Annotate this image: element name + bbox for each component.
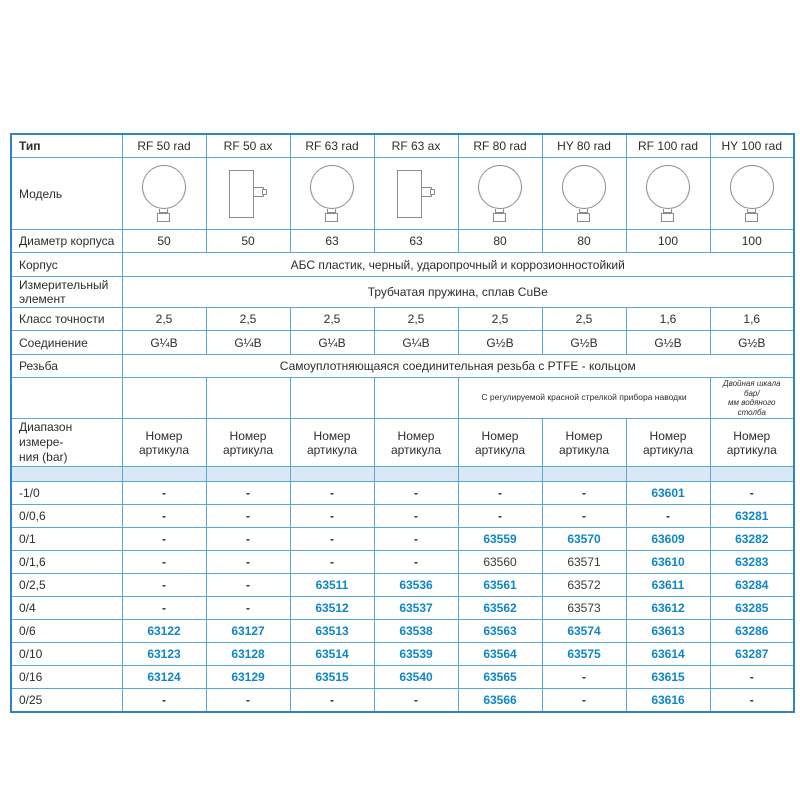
diameter-value-8: 100 xyxy=(710,230,794,253)
gauge-front-icon xyxy=(645,165,691,222)
spacer-cell-9 xyxy=(710,467,794,482)
data-row-0/16 xyxy=(11,666,794,689)
element-value: Трубчатая пружина, сплав CuBe xyxy=(122,277,794,308)
article-cell xyxy=(626,505,710,528)
range-value: -1/0 xyxy=(11,482,122,505)
no-article-dash: - xyxy=(330,509,334,524)
body-row xyxy=(11,253,794,277)
no-article-dash: - xyxy=(414,555,418,570)
accuracy-value-1: 2,5 xyxy=(122,308,206,331)
column-header-7: RF 100 rad xyxy=(626,134,710,158)
model-cell-5 xyxy=(458,158,542,230)
article-cell xyxy=(710,482,794,505)
article-cell xyxy=(626,528,710,551)
article-cell xyxy=(542,666,626,689)
no-article-dash: - xyxy=(330,486,334,501)
article-cell xyxy=(458,551,542,574)
diameter-value-5: 80 xyxy=(458,230,542,253)
range-header-label-line2: ния (bar) xyxy=(19,450,68,465)
model-cell-7 xyxy=(626,158,710,230)
article-cell xyxy=(374,643,458,666)
article-link[interactable]: 63540 xyxy=(399,670,433,685)
article-link[interactable]: 63610 xyxy=(651,555,685,570)
article-cell xyxy=(374,482,458,505)
article-header-8: Номер артикула xyxy=(710,419,794,467)
diameter-value-6: 80 xyxy=(542,230,626,253)
accuracy-value-7: 1,6 xyxy=(626,308,710,331)
element-row xyxy=(11,277,794,308)
article-cell xyxy=(206,597,290,620)
article-cell xyxy=(542,574,626,597)
article-cell xyxy=(374,689,458,713)
range-value: 0/4 xyxy=(11,597,122,620)
gauge-front-icon xyxy=(561,165,607,222)
article-cell xyxy=(458,666,542,689)
column-header-2: RF 50 ax xyxy=(206,134,290,158)
article-number: 63560 xyxy=(483,555,517,570)
row-label-body: Корпус xyxy=(11,253,122,277)
article-number: 63571 xyxy=(567,555,601,570)
article-header-6: Номер артикула xyxy=(542,419,626,467)
column-header-5: RF 80 rad xyxy=(458,134,542,158)
data-row-0/1 xyxy=(11,528,794,551)
article-header-3: Номер артикула xyxy=(290,419,374,467)
no-article-dash: - xyxy=(162,509,166,524)
article-header-7: Номер артикула xyxy=(626,419,710,467)
gauge-front-icon xyxy=(141,165,187,222)
article-cell xyxy=(626,643,710,666)
range-value: 0/10 xyxy=(11,643,122,666)
article-link[interactable]: 63614 xyxy=(651,647,685,662)
article-cell xyxy=(542,597,626,620)
article-cell xyxy=(710,528,794,551)
no-article-dash: - xyxy=(498,509,502,524)
article-cell xyxy=(374,505,458,528)
article-link[interactable]: 63513 xyxy=(315,624,349,639)
article-cell xyxy=(206,689,290,713)
article-cell xyxy=(206,528,290,551)
article-cell xyxy=(458,482,542,505)
article-cell xyxy=(206,505,290,528)
article-cell xyxy=(710,574,794,597)
article-cell xyxy=(626,574,710,597)
article-header-1: Номер артикула xyxy=(122,419,206,467)
article-cell xyxy=(374,666,458,689)
article-link[interactable]: 63128 xyxy=(231,647,265,662)
article-link[interactable]: 63559 xyxy=(483,532,517,547)
article-link[interactable]: 63574 xyxy=(567,624,601,639)
article-cell xyxy=(626,482,710,505)
article-cell xyxy=(626,597,710,620)
no-article-dash: - xyxy=(414,532,418,547)
article-link[interactable]: 63563 xyxy=(483,624,517,639)
article-cell xyxy=(458,505,542,528)
spacer-cell-5 xyxy=(374,467,458,482)
article-link[interactable]: 63285 xyxy=(735,601,769,616)
article-cell xyxy=(710,597,794,620)
article-link[interactable]: 63286 xyxy=(735,624,769,639)
article-cell xyxy=(122,505,206,528)
range-value: 0/6 xyxy=(11,620,122,643)
range-header-row xyxy=(11,419,794,467)
article-cell xyxy=(458,620,542,643)
thread-row xyxy=(11,355,794,378)
column-header-4: RF 63 ax xyxy=(374,134,458,158)
accuracy-value-4: 2,5 xyxy=(374,308,458,331)
article-link[interactable]: 63539 xyxy=(399,647,433,662)
article-cell xyxy=(122,689,206,713)
article-cell xyxy=(290,551,374,574)
article-link[interactable]: 63570 xyxy=(567,532,601,547)
article-cell xyxy=(710,505,794,528)
gauge-front-icon xyxy=(477,165,523,222)
article-link[interactable]: 63127 xyxy=(231,624,265,639)
no-article-dash: - xyxy=(246,486,250,501)
article-cell xyxy=(458,689,542,713)
connection-value-6: G½B xyxy=(542,331,626,355)
article-cell xyxy=(458,528,542,551)
article-link[interactable]: 63515 xyxy=(315,670,349,685)
article-link[interactable]: 63575 xyxy=(567,647,601,662)
article-cell xyxy=(542,482,626,505)
note-empty-label xyxy=(11,378,122,419)
connection-value-4: G¼B xyxy=(374,331,458,355)
no-article-dash: - xyxy=(582,509,586,524)
article-header-5: Номер артикула xyxy=(458,419,542,467)
article-cell xyxy=(374,597,458,620)
note-empty-2 xyxy=(206,378,290,419)
article-cell xyxy=(122,666,206,689)
article-cell xyxy=(206,620,290,643)
spacer-cell-1 xyxy=(11,467,122,482)
note-empty-1 xyxy=(122,378,206,419)
article-cell xyxy=(206,643,290,666)
article-header-4: Номер артикула xyxy=(374,419,458,467)
article-cell xyxy=(206,551,290,574)
connection-value-2: G¼B xyxy=(206,331,290,355)
row-label-model: Модель xyxy=(11,158,122,230)
no-article-dash: - xyxy=(666,509,670,524)
article-link[interactable]: 63616 xyxy=(651,693,685,708)
article-cell xyxy=(206,574,290,597)
range-header-label-line1: Диапазон измере- xyxy=(19,420,73,450)
range-value: 0/2,5 xyxy=(11,574,122,597)
no-article-dash: - xyxy=(162,555,166,570)
note-empty-4 xyxy=(374,378,458,419)
article-number: 63573 xyxy=(567,601,601,616)
article-link[interactable]: 63562 xyxy=(483,601,517,616)
spacer-cell-7 xyxy=(542,467,626,482)
no-article-dash: - xyxy=(246,509,250,524)
article-link[interactable]: 63612 xyxy=(651,601,685,616)
diameter-value-7: 100 xyxy=(626,230,710,253)
row-label-accuracy: Класс точности xyxy=(11,308,122,331)
article-link[interactable]: 63282 xyxy=(735,532,769,547)
range-value: 0/0,6 xyxy=(11,505,122,528)
article-cell xyxy=(290,597,374,620)
article-link[interactable]: 63566 xyxy=(483,693,517,708)
model-cell-4 xyxy=(374,158,458,230)
no-article-dash: - xyxy=(582,693,586,708)
accuracy-value-5: 2,5 xyxy=(458,308,542,331)
article-link[interactable]: 63565 xyxy=(483,670,517,685)
thread-value: Самоуплотняющаяся соединительная резьба с PTFE - кольцом xyxy=(122,355,794,378)
range-header-label xyxy=(11,419,122,467)
spacer-cell-3 xyxy=(206,467,290,482)
article-cell xyxy=(458,597,542,620)
no-article-dash: - xyxy=(246,532,250,547)
article-cell xyxy=(122,597,206,620)
article-link[interactable]: 63538 xyxy=(399,624,433,639)
article-number: 63572 xyxy=(567,578,601,593)
data-row-0/1,6 xyxy=(11,551,794,574)
article-cell xyxy=(290,643,374,666)
gauge-front-icon xyxy=(729,165,775,222)
article-link[interactable]: 63536 xyxy=(399,578,433,593)
type-row xyxy=(11,134,794,158)
body-value: АБС пластик, черный, ударопрочный и коррозионностойкий xyxy=(122,253,794,277)
model-cell-3 xyxy=(290,158,374,230)
no-article-dash: - xyxy=(162,693,166,708)
no-article-dash: - xyxy=(162,578,166,593)
no-article-dash: - xyxy=(246,578,250,593)
red-pointer-note: С регулируемой красной стрелкой прибора наводки xyxy=(458,378,710,419)
article-cell xyxy=(122,528,206,551)
range-value: 0/16 xyxy=(11,666,122,689)
article-cell xyxy=(542,528,626,551)
no-article-dash: - xyxy=(330,693,334,708)
row-label-thread: Резьба xyxy=(11,355,122,378)
row-label-type: Тип xyxy=(11,134,122,158)
article-cell xyxy=(122,482,206,505)
spacer-cell-4 xyxy=(290,467,374,482)
article-cell xyxy=(710,666,794,689)
article-cell xyxy=(122,551,206,574)
article-cell xyxy=(374,620,458,643)
article-cell xyxy=(290,482,374,505)
spacer-cell-6 xyxy=(458,467,542,482)
data-row-0/6 xyxy=(11,620,794,643)
dual-scale-note xyxy=(710,378,794,419)
article-cell xyxy=(374,528,458,551)
model-cell-8 xyxy=(710,158,794,230)
article-cell xyxy=(290,574,374,597)
column-header-1: RF 50 rad xyxy=(122,134,206,158)
connection-value-1: G¼B xyxy=(122,331,206,355)
article-cell xyxy=(458,574,542,597)
no-article-dash: - xyxy=(162,532,166,547)
no-article-dash: - xyxy=(246,555,250,570)
article-link[interactable]: 63613 xyxy=(651,624,685,639)
diameter-value-4: 63 xyxy=(374,230,458,253)
row-label-diameter: Диаметр корпуса xyxy=(11,230,122,253)
note-empty-3 xyxy=(290,378,374,419)
gauge-front-icon xyxy=(309,165,355,222)
no-article-dash: - xyxy=(414,693,418,708)
article-link[interactable]: 63123 xyxy=(147,647,181,662)
spacer-cell-8 xyxy=(626,467,710,482)
row-label-connection: Соединение xyxy=(11,331,122,355)
connection-value-5: G½B xyxy=(458,331,542,355)
article-cell xyxy=(542,551,626,574)
row-label-element: Измерительный элемент xyxy=(11,277,122,308)
article-cell xyxy=(542,620,626,643)
article-link[interactable]: 63511 xyxy=(315,578,349,593)
no-article-dash: - xyxy=(582,670,586,685)
article-link[interactable]: 63611 xyxy=(651,578,685,593)
dual-scale-note-line2: мм водяного столба xyxy=(728,398,776,417)
accuracy-value-2: 2,5 xyxy=(206,308,290,331)
article-cell xyxy=(122,643,206,666)
no-article-dash: - xyxy=(749,670,754,685)
article-link[interactable]: 63601 xyxy=(651,486,685,501)
diameter-value-2: 50 xyxy=(206,230,290,253)
article-cell xyxy=(710,551,794,574)
data-rows-body xyxy=(11,482,794,713)
article-link[interactable]: 63564 xyxy=(483,647,517,662)
dual-scale-note-line1: Двойная шкала бар/ xyxy=(722,379,781,398)
article-link[interactable]: 63122 xyxy=(147,624,181,639)
article-link[interactable]: 63561 xyxy=(483,578,517,593)
article-link[interactable]: 63609 xyxy=(651,532,685,547)
no-article-dash: - xyxy=(162,601,166,616)
accuracy-value-3: 2,5 xyxy=(290,308,374,331)
no-article-dash: - xyxy=(414,509,418,524)
article-link[interactable]: 63514 xyxy=(315,647,349,662)
article-cell xyxy=(206,482,290,505)
article-cell xyxy=(206,666,290,689)
model-row xyxy=(11,158,794,230)
article-header-2: Номер артикула xyxy=(206,419,290,467)
range-value: 0/25 xyxy=(11,689,122,713)
article-cell xyxy=(290,666,374,689)
diameter-row xyxy=(11,230,794,253)
article-cell xyxy=(458,643,542,666)
article-cell xyxy=(542,505,626,528)
no-article-dash: - xyxy=(162,486,166,501)
model-cell-2 xyxy=(206,158,290,230)
article-cell xyxy=(542,643,626,666)
diameter-value-1: 50 xyxy=(122,230,206,253)
data-row-0/10 xyxy=(11,643,794,666)
no-article-dash: - xyxy=(414,486,418,501)
data-row-0/4 xyxy=(11,597,794,620)
no-article-dash: - xyxy=(330,532,334,547)
column-header-8: HY 100 rad xyxy=(710,134,794,158)
article-cell xyxy=(710,620,794,643)
article-cell xyxy=(626,551,710,574)
connection-row xyxy=(11,331,794,355)
article-cell xyxy=(122,574,206,597)
connection-value-3: G¼B xyxy=(290,331,374,355)
column-header-6: HY 80 rad xyxy=(542,134,626,158)
no-article-dash: - xyxy=(498,486,502,501)
no-article-dash: - xyxy=(246,601,250,616)
connection-value-7: G½B xyxy=(626,331,710,355)
model-cell-6 xyxy=(542,158,626,230)
data-row-0/2,5 xyxy=(11,574,794,597)
article-link[interactable]: 63124 xyxy=(147,670,181,685)
no-article-dash: - xyxy=(246,693,250,708)
article-cell xyxy=(374,551,458,574)
article-cell xyxy=(290,689,374,713)
gauge-side-icon xyxy=(228,169,268,219)
article-cell xyxy=(710,643,794,666)
range-value: 0/1 xyxy=(11,528,122,551)
accuracy-value-8: 1,6 xyxy=(710,308,794,331)
article-cell xyxy=(626,620,710,643)
article-cell xyxy=(626,666,710,689)
accuracy-value-6: 2,5 xyxy=(542,308,626,331)
data-row-0/25 xyxy=(11,689,794,713)
article-link[interactable]: 63512 xyxy=(315,601,349,616)
article-cell xyxy=(290,620,374,643)
article-link[interactable]: 63283 xyxy=(735,555,769,570)
connection-value-8: G½B xyxy=(710,331,794,355)
model-cell-1 xyxy=(122,158,206,230)
accuracy-row xyxy=(11,308,794,331)
article-cell xyxy=(290,528,374,551)
data-row--1/0 xyxy=(11,482,794,505)
article-link[interactable]: 63284 xyxy=(735,578,769,593)
no-article-dash: - xyxy=(749,693,754,708)
note-row xyxy=(11,378,794,419)
spacer-cell-2 xyxy=(122,467,206,482)
article-link[interactable]: 63129 xyxy=(231,670,265,685)
gauge-side-icon xyxy=(396,169,436,219)
range-value: 0/1,6 xyxy=(11,551,122,574)
spacer-row xyxy=(11,467,794,482)
spec-table xyxy=(10,133,795,713)
no-article-dash: - xyxy=(330,555,334,570)
data-row-0/0,6 xyxy=(11,505,794,528)
no-article-dash: - xyxy=(749,486,754,501)
diameter-value-3: 63 xyxy=(290,230,374,253)
article-link[interactable]: 63615 xyxy=(651,670,685,685)
article-cell xyxy=(542,689,626,713)
article-cell xyxy=(626,689,710,713)
no-article-dash: - xyxy=(582,486,586,501)
column-header-3: RF 63 rad xyxy=(290,134,374,158)
article-link[interactable]: 63537 xyxy=(399,601,433,616)
article-cell xyxy=(122,620,206,643)
article-cell xyxy=(290,505,374,528)
article-link[interactable]: 63281 xyxy=(735,509,769,524)
article-link[interactable]: 63287 xyxy=(735,647,769,662)
article-cell xyxy=(710,689,794,713)
article-cell xyxy=(374,574,458,597)
